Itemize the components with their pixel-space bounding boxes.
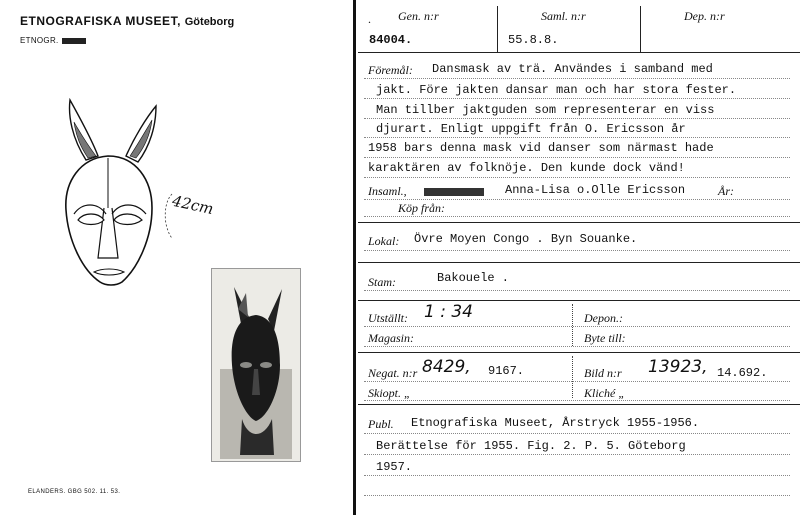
height-bracket — [160, 190, 190, 240]
etnogr-row — [20, 36, 86, 45]
rule-4 — [358, 300, 800, 301]
col-divider-3 — [572, 304, 573, 346]
dotted-guide — [364, 454, 790, 455]
card-divider — [353, 0, 356, 515]
col-divider-1 — [497, 6, 498, 52]
dotted-guide — [364, 400, 790, 401]
dotted-guide — [364, 118, 790, 119]
publ-line-2: Berättelse för 1955. Fig. 2. P. 5. Göteborg — [376, 439, 686, 453]
foremal-label: Föremål: — [368, 63, 413, 77]
col-divider-2 — [640, 6, 641, 52]
mask-photo — [211, 268, 301, 462]
dotted-guide — [364, 199, 790, 200]
etnogr-label: ETNOGR. — [20, 36, 59, 45]
dotted-guide — [364, 157, 790, 158]
dotted-guide — [364, 98, 790, 99]
kop-fran-label: Köp från: — [398, 201, 446, 215]
rule-3 — [358, 262, 800, 263]
printer-line: ELANDERS. GBG 502. 11. 53. — [28, 489, 121, 495]
foremal-line-2: jakt. Före jakten dansar man och har stora fester. — [376, 83, 737, 97]
depon-label: Depon.: — [584, 311, 623, 325]
rule-5 — [358, 352, 800, 353]
byte-till-label: Byte till: — [584, 331, 626, 345]
lokal-label: Lokal: — [368, 234, 400, 248]
rule-6 — [358, 404, 800, 405]
bild-nr-label: Bild n:r — [584, 366, 622, 380]
col-divider-4 — [572, 356, 573, 398]
bild-nr-typed: 14.692. — [717, 366, 768, 380]
height-annotation: 42cm — [170, 191, 216, 219]
magasin-label: Magasin: — [368, 331, 414, 345]
foremal-line-4: djurart. Enligt uppgift från O. Ericsson år — [376, 122, 686, 136]
publ-line-1: Etnografiska Museet, Årstryck 1955-1956. — [411, 416, 700, 430]
rule-1 — [358, 52, 800, 53]
publ-line-3: 1957. — [376, 460, 413, 474]
utstallt-value: 1 : 34 — [424, 302, 473, 322]
kliche-label: Kliché „ — [584, 386, 625, 400]
dotted-guide — [364, 216, 790, 217]
dotted-guide — [364, 326, 790, 327]
saml-nr-value: 55.8.8. — [508, 33, 559, 47]
dot-mark: . — [368, 12, 371, 26]
lokal-value: Övre Moyen Congo . Byn Souanke. — [414, 232, 638, 246]
stam-label: Stam: — [368, 275, 396, 289]
dotted-guide — [364, 177, 790, 178]
gen-nr-label: Gen. n:r — [398, 9, 439, 23]
dotted-guide — [364, 290, 790, 291]
negat-nr-label: Negat. n:r — [368, 366, 418, 380]
museum-city: Göteborg — [184, 16, 235, 28]
dep-nr-label: Dep. n:r — [684, 9, 725, 23]
utstallt-label: Utställt: — [368, 311, 409, 325]
foremal-line-5: 1958 bars denna mask vid danser som närmast hade — [368, 141, 714, 155]
mask-drawing — [58, 98, 168, 298]
ar-label: År: — [718, 184, 734, 198]
foremal-line-3: Man tillber jaktguden som representerar en viss — [376, 103, 715, 117]
dotted-guide — [364, 381, 790, 382]
redacted-mark — [62, 38, 86, 44]
insaml-label: Insaml., — [368, 184, 407, 198]
dotted-guide — [364, 475, 790, 476]
dotted-guide — [364, 78, 790, 79]
museum-header — [20, 14, 234, 28]
redacted-mark — [424, 188, 484, 196]
foremal-line-1: Dansmask av trä. Användes i samband med — [432, 62, 713, 76]
gen-nr-value: 84004. — [369, 33, 413, 47]
negat-nr-typed: 9167. — [488, 364, 525, 378]
skiopt-label: Skiopt. „ — [368, 386, 411, 400]
foremal-line-6: karaktären av folknöje. Den kunde dock vänd! — [368, 161, 685, 175]
dotted-guide — [364, 433, 790, 434]
dotted-guide — [364, 137, 790, 138]
bild-nr-handwritten: 13923, — [648, 357, 708, 377]
insaml-value: Anna-Lisa o.Olle Ericsson — [505, 183, 686, 197]
stam-value: Bakouele . — [437, 271, 510, 285]
saml-nr-label: Saml. n:r — [541, 9, 586, 23]
publ-label: Publ. — [368, 417, 394, 431]
dotted-guide — [364, 250, 790, 251]
dotted-guide — [364, 346, 790, 347]
negat-nr-handwritten: 8429, — [422, 357, 471, 377]
dotted-guide — [364, 495, 790, 496]
rule-2 — [358, 222, 800, 223]
museum-name: ETNOGRAFISKA MUSEET, — [20, 14, 181, 28]
